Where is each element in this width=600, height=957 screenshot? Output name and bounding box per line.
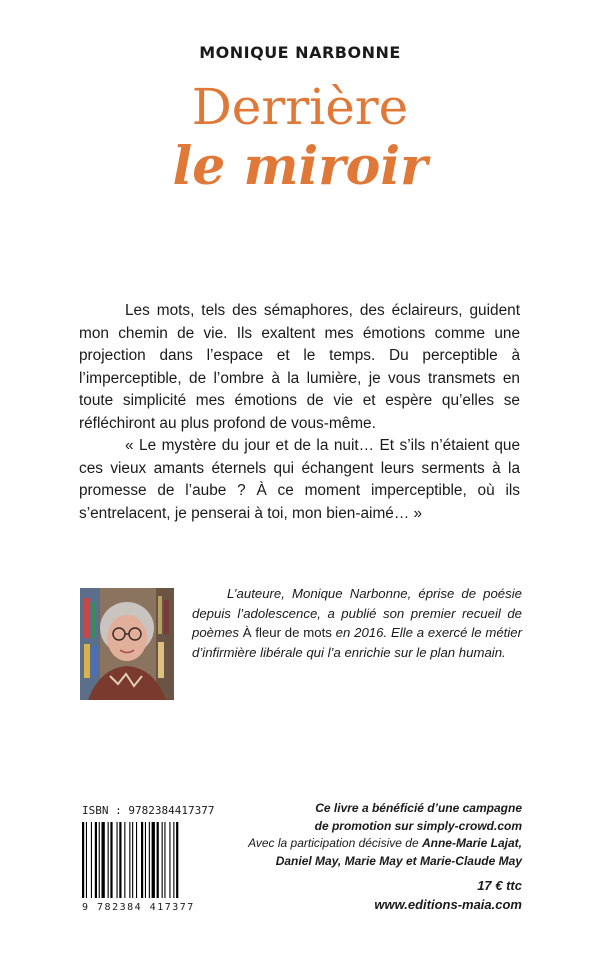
author-name: MONIQUE NARBONNE (199, 43, 401, 62)
blurb-paragraph: Les mots, tels des sémaphores, des éclaireurs, guident mon chemin de vie. Ils exaltent mes émotions comme une projection dans l’espace et le temps. Du perceptible à l’imperceptible, de l’ombre à la lumière, je vous transmets en toute simplicité mes émotions de vie et espère qu’elles se réfléchiront au plus profond de vous-même. (79, 302, 520, 432)
previous-book-title: À fleur de mots (242, 625, 332, 640)
blurb-quote-paragraph: « Le mystère du jour et de la nuit… Et s’ils n’étaient que ces vieux amants éternels qui échangent leurs serments à la promesse de l’aube ? À ce moment imperceptible, où ils s’entrelacent, je penserai à toi, mon bien-aimé… » (79, 437, 520, 522)
crowdfunding-credits: Ce livre a bénéficié d’une campagne de promotion sur simply-crowd.com Avec la participation décisive de Anne-Marie Lajat, Daniel May, Marie May et Marie-Claude May (248, 801, 522, 868)
book-title-line2: le miroir (172, 136, 428, 197)
book-title-line1: Derrière (191, 78, 409, 136)
isbn-label: ISBN : 9782384417377 (82, 804, 215, 817)
price: 17 € ttc (477, 878, 522, 893)
barcode-digits: 9 782384 417377 (82, 902, 195, 913)
author-photo (80, 588, 174, 700)
author-bio: L’auteure, Monique Narbonne, éprise de poésie depuis l’adolescence, a publié son premier recueil de poèmes À fleur de mots en 2016. Elle a exercé le métier d’infirmière libérale qui l’a enrichie sur le plan humain. (192, 586, 522, 660)
publisher-website: www.editions-maia.com (374, 897, 522, 912)
back-cover-blurb (79, 300, 520, 525)
barcode-image (82, 822, 196, 898)
